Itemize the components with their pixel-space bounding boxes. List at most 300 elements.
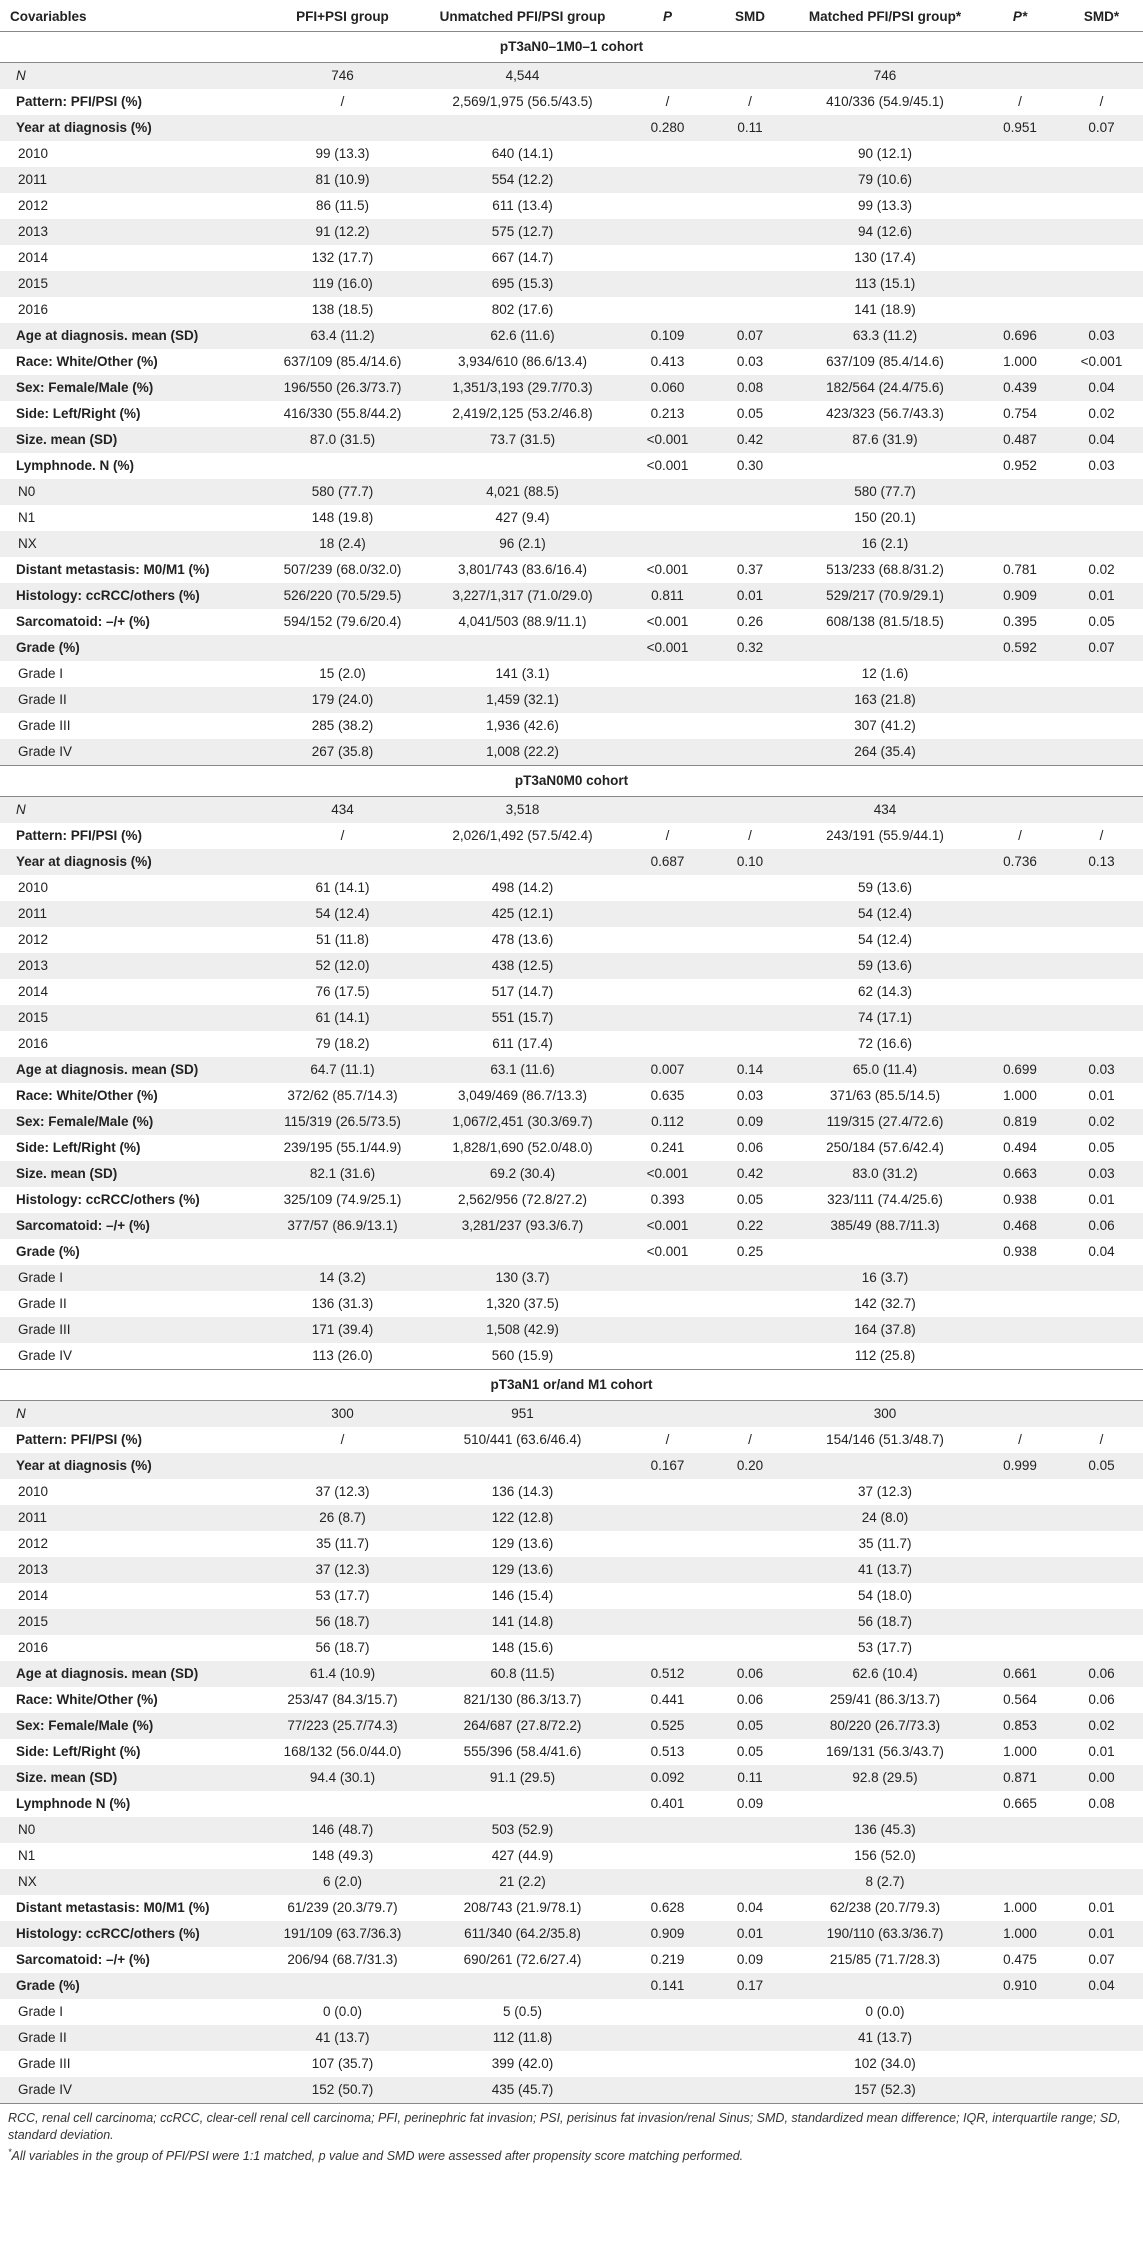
cell-p-star	[980, 1005, 1060, 1031]
cell-p-value	[625, 1635, 710, 1661]
table-row	[0, 1005, 1143, 1031]
cell-pfi-psi-group: 18 (2.4)	[265, 531, 420, 557]
cell-smd-star: 0.08	[1088, 1796, 1115, 1811]
cell-unmatched: 425 (12.1)	[420, 901, 625, 927]
row-label: Histology: ccRCC/others (%)	[0, 583, 265, 609]
cell-smd-star	[1060, 1291, 1143, 1317]
cell-smd-star	[1060, 167, 1143, 193]
cell-smd: 0.37	[736, 562, 764, 577]
cell-p-value	[625, 875, 710, 901]
cell-p-value	[625, 953, 710, 979]
cell-pfi-psi-group: 115/319 (26.5/73.5)	[265, 1109, 420, 1135]
header-p	[625, 0, 710, 32]
cell-pfi-psi-group: 61/239 (20.3/79.7)	[287, 1900, 398, 1915]
table-row	[0, 1317, 1143, 1343]
cell-pfi-psi-group: 507/239 (68.0/32.0)	[283, 562, 402, 577]
table-row	[0, 739, 1143, 766]
cell-unmatched: 1,067/2,451 (30.3/69.7)	[420, 1109, 625, 1135]
cell-unmatched: 560 (15.9)	[491, 1348, 554, 1363]
cell-matched: 529/217 (70.9/29.1)	[790, 583, 980, 609]
cell-p-star: 0.938	[1003, 1192, 1037, 1207]
cell-p-value	[625, 297, 710, 323]
cell-unmatched: 575 (12.7)	[420, 219, 625, 245]
cell-pfi-psi-group: /	[340, 94, 345, 109]
cell-matched: 608/138 (81.5/18.5)	[826, 614, 944, 629]
cell-matched: 150 (20.1)	[854, 510, 916, 525]
cell-smd-star	[1060, 1005, 1143, 1031]
cell-unmatched: 129 (13.6)	[420, 1557, 625, 1583]
cell-pfi-psi-group: 54 (12.4)	[265, 901, 420, 927]
table-row	[0, 1895, 1143, 1921]
cell-p-star	[980, 1999, 1060, 2025]
cell-smd-star	[1060, 505, 1143, 531]
cell-unmatched: 91.1 (29.5)	[420, 1765, 625, 1791]
cell-smd-star	[1060, 1817, 1143, 1843]
row-label: 2010	[18, 1484, 49, 1499]
cell-p-value	[625, 661, 710, 687]
row-label: NX	[0, 531, 265, 557]
cell-unmatched: 69.2 (30.4)	[420, 1161, 625, 1187]
cell-unmatched: 3,049/469 (86.7/13.3)	[457, 1088, 588, 1103]
cell-p-star	[980, 219, 1060, 245]
cell-p-value: /	[665, 94, 670, 109]
cell-smd-star: 0.05	[1088, 614, 1115, 629]
cell-unmatched: 4,021 (88.5)	[420, 479, 625, 505]
row-label: Grade (%)	[0, 635, 265, 661]
cell-smd: 0.11	[710, 1765, 790, 1791]
cell-matched: 80/220 (26.7/73.3)	[790, 1713, 980, 1739]
cell-unmatched: 264/687 (27.8/72.2)	[420, 1713, 625, 1739]
cell-smd	[710, 63, 790, 90]
cell-smd-star	[1060, 901, 1143, 927]
row-label: Distant metastasis: M0/M1 (%)	[16, 1900, 210, 1915]
header-matched: Matched PFI/PSI group*	[790, 0, 980, 32]
cell-p-star	[980, 797, 1060, 824]
cell-p-value: 0.280	[625, 115, 710, 141]
cell-unmatched	[420, 1239, 625, 1265]
cell-p-star	[980, 1635, 1060, 1661]
cell-smd-star: 0.01	[1060, 1921, 1143, 1947]
cell-unmatched: 611/340 (64.2/35.8)	[420, 1921, 625, 1947]
cell-smd-star	[1060, 687, 1143, 713]
cell-unmatched: 427 (9.4)	[495, 510, 550, 525]
cell-unmatched: 146 (15.4)	[491, 1588, 554, 1603]
cell-matched: 8 (2.7)	[790, 1869, 980, 1895]
row-label: Histology: ccRCC/others (%)	[0, 1921, 265, 1947]
cell-p-value	[625, 479, 710, 505]
cell-smd-star	[1060, 531, 1143, 557]
cell-smd-star	[1060, 1265, 1143, 1291]
row-label: 2010	[18, 146, 49, 161]
cell-p-star: 1.000	[980, 1921, 1060, 1947]
row-label: Race: White/Other (%)	[16, 1692, 158, 1707]
cell-matched: 323/111 (74.4/25.6)	[827, 1192, 943, 1207]
footnote-abbreviations: RCC, renal cell carcinoma; ccRCC, clear-cell renal cell carcinoma; PFI, perinephric fat invasion; PSI, perisinus fat invasion/renal Sinus; SMD, standardized mean difference; IQR, interquartile range; SD, standard deviation.	[8, 2111, 1121, 2142]
cell-pfi-psi-group: /	[340, 1432, 345, 1447]
cell-p-star: 0.853	[980, 1713, 1060, 1739]
cell-matched: 54 (12.4)	[857, 932, 913, 947]
cell-pfi-psi-group	[265, 635, 420, 661]
cell-p-star: 0.951	[980, 115, 1060, 141]
cell-pfi-psi-group: 325/109 (74.9/25.1)	[283, 1192, 402, 1207]
cell-pfi-psi-group: 267 (35.8)	[265, 739, 420, 766]
cell-smd: 0.03	[736, 354, 764, 369]
cell-unmatched: 695 (15.3)	[420, 271, 625, 297]
footnote-matching-text: All variables in the group of PFI/PSI were 1:1 matched, p value and SMD were assessed after propensity score matching performed.	[11, 2149, 744, 2164]
cell-smd	[710, 1343, 790, 1370]
cell-smd: 0.05	[710, 1713, 790, 1739]
cell-matched: 130 (17.4)	[854, 250, 916, 265]
cell-matched: 163 (21.8)	[790, 687, 980, 713]
cell-smd	[710, 1557, 790, 1583]
cell-p-value: 0.060	[625, 375, 710, 401]
row-label: Sex: Female/Male (%)	[0, 1109, 265, 1135]
cell-smd-star: 0.04	[1060, 1973, 1143, 1999]
row-label: Race: White/Other (%)	[16, 354, 158, 369]
table-row	[0, 1265, 1143, 1291]
table-row	[0, 1453, 1143, 1479]
cell-p-star	[980, 1505, 1060, 1531]
row-label: Year at diagnosis (%)	[0, 1453, 265, 1479]
cell-p-value	[625, 1999, 710, 2025]
cell-p-value	[625, 2025, 710, 2051]
cell-smd-star	[1060, 1531, 1143, 1557]
cell-smd	[710, 1531, 790, 1557]
cell-smd-star: 0.01	[1088, 1900, 1115, 1915]
cell-p-star: 0.494	[1003, 1140, 1037, 1155]
cell-unmatched: 129 (13.6)	[491, 1536, 554, 1551]
cell-p-star: 0.663	[980, 1161, 1060, 1187]
cell-smd	[710, 953, 790, 979]
row-label: Size. mean (SD)	[0, 1765, 265, 1791]
cell-matched: 243/191 (55.9/44.1)	[826, 828, 944, 843]
cell-matched: 0 (0.0)	[865, 2004, 905, 2019]
cell-unmatched: 1,008 (22.2)	[420, 739, 625, 766]
cell-p-value	[625, 531, 710, 557]
table-row	[0, 2051, 1143, 2077]
cell-unmatched: 517 (14.7)	[491, 984, 554, 999]
table-row	[0, 1213, 1143, 1239]
cell-smd: 0.01	[710, 1921, 790, 1947]
cell-matched: 79 (10.6)	[790, 167, 980, 193]
cell-matched: 190/110 (63.3/36.7)	[790, 1921, 980, 1947]
cell-matched: 182/564 (24.4/75.6)	[790, 375, 980, 401]
cell-unmatched	[420, 1973, 625, 1999]
table-row	[0, 141, 1143, 167]
cell-pfi-psi-group: 580 (77.7)	[265, 479, 420, 505]
cell-unmatched: 112 (11.8)	[420, 2025, 625, 2051]
row-label: 2013	[0, 1557, 265, 1583]
cell-p-star: 0.819	[980, 1109, 1060, 1135]
cell-p-value: <0.001	[625, 427, 710, 453]
table-row	[0, 1869, 1143, 1895]
cell-smd: 0.05	[736, 1192, 764, 1207]
row-label: Grade III	[0, 1317, 265, 1343]
cell-p-star	[980, 1869, 1060, 1895]
cell-smd-star: 0.02	[1088, 406, 1115, 421]
cell-smd-star: 0.03	[1060, 1057, 1143, 1083]
cell-smd-star: /	[1099, 828, 1104, 843]
cell-unmatched: 3,281/237 (93.3/6.7)	[420, 1213, 625, 1239]
cell-matched: 62.6 (10.4)	[790, 1661, 980, 1687]
cell-matched: 41 (13.7)	[790, 1557, 980, 1583]
row-label: Grade IV	[0, 2077, 265, 2104]
cell-unmatched: 555/396 (58.4/41.6)	[463, 1744, 582, 1759]
cell-smd-star	[1060, 1635, 1143, 1661]
cell-smd-star: 0.05	[1060, 1453, 1143, 1479]
cell-unmatched: 3,801/743 (83.6/16.4)	[457, 562, 588, 577]
cell-pfi-psi-group: 119 (16.0)	[265, 271, 420, 297]
cell-smd-star: 0.04	[1088, 1244, 1115, 1259]
cell-smd	[710, 713, 790, 739]
cell-p-star: 0.395	[1003, 614, 1037, 629]
cell-p-star: /	[1018, 1432, 1022, 1447]
cell-p-star: 0.736	[980, 849, 1060, 875]
table-row	[0, 349, 1143, 375]
cell-smd-star: 0.01	[1060, 583, 1143, 609]
cell-smd-star	[1060, 297, 1143, 323]
cell-smd	[710, 505, 790, 531]
cell-p-star: 0.699	[980, 1057, 1060, 1083]
cell-p-star	[980, 1609, 1060, 1635]
cell-p-star: 0.665	[1003, 1796, 1037, 1811]
cell-unmatched: 498 (14.2)	[491, 880, 554, 895]
cell-p-value	[625, 1291, 710, 1317]
table-row	[0, 927, 1143, 953]
cell-p-value	[625, 1583, 710, 1609]
cell-p-value	[625, 505, 710, 531]
row-label: 2011	[0, 901, 265, 927]
cell-smd-star	[1060, 2025, 1143, 2051]
cell-p-star	[980, 479, 1060, 505]
cell-unmatched: 1,459 (32.1)	[420, 687, 625, 713]
cell-pfi-psi-group: 26 (8.7)	[265, 1505, 420, 1531]
cell-matched: 12 (1.6)	[861, 666, 909, 681]
cell-pfi-psi-group: 416/330 (55.8/44.2)	[283, 406, 402, 421]
cell-pfi-psi-group: 41 (13.7)	[265, 2025, 420, 2051]
row-label: 2015	[0, 1609, 265, 1635]
cell-smd-star: 0.06	[1088, 1692, 1115, 1707]
cell-p-star: /	[1018, 828, 1022, 843]
row-label: Size. mean (SD)	[0, 1161, 265, 1187]
cell-unmatched: 667 (14.7)	[491, 250, 554, 265]
cell-smd-star	[1060, 1999, 1143, 2025]
cell-unmatched: 1,351/3,193 (29.7/70.3)	[420, 375, 625, 401]
row-label: Grade II	[18, 1296, 67, 1311]
cell-smd: 0.05	[736, 1744, 764, 1759]
table-row	[0, 1947, 1143, 1973]
cell-pfi-psi-group: 14 (3.2)	[265, 1265, 420, 1291]
row-label: Pattern: PFI/PSI (%)	[16, 828, 143, 843]
table-row	[0, 1401, 1143, 1428]
cell-p-value	[625, 2051, 710, 2077]
cell-unmatched: 2,562/956 (72.8/27.2)	[457, 1192, 588, 1207]
cell-p-value: 0.909	[625, 1921, 710, 1947]
cell-pfi-psi-group: 148 (19.8)	[311, 510, 374, 525]
cell-p-value: 0.213	[650, 406, 685, 421]
cell-p-star: 0.661	[980, 1661, 1060, 1687]
row-label: 2012	[18, 1536, 49, 1551]
cell-unmatched: 208/743 (21.9/78.1)	[463, 1900, 582, 1915]
row-label: 2016	[18, 302, 49, 317]
cell-p-value	[625, 1005, 710, 1031]
cell-unmatched: 611 (13.4)	[492, 198, 553, 213]
cell-unmatched: 427 (44.9)	[491, 1848, 554, 1863]
cell-unmatched: 503 (52.9)	[420, 1817, 625, 1843]
cell-smd	[710, 1583, 790, 1609]
cell-smd-star	[1060, 797, 1143, 824]
cell-smd-star: 0.07	[1060, 115, 1143, 141]
cell-unmatched: 640 (14.1)	[491, 146, 554, 161]
cell-smd-star	[1060, 1609, 1143, 1635]
cell-smd: 0.06	[736, 1140, 764, 1155]
cell-smd-star: 0.01	[1088, 1192, 1115, 1207]
cell-smd-star: /	[1099, 94, 1104, 109]
cell-p-value: <0.001	[625, 635, 710, 661]
cell-p-star	[980, 687, 1060, 713]
row-label: Race: White/Other (%)	[16, 1088, 158, 1103]
cell-pfi-psi-group	[265, 1973, 420, 1999]
cell-p-value	[625, 1343, 710, 1370]
cell-pfi-psi-group: 6 (2.0)	[265, 1869, 420, 1895]
row-label: Age at diagnosis. mean (SD)	[0, 1661, 265, 1687]
cell-p-star	[980, 1031, 1060, 1057]
row-label: 2012	[18, 198, 49, 213]
cell-matched: 24 (8.0)	[790, 1505, 980, 1531]
cell-p-value: 0.401	[650, 1796, 685, 1811]
row-label: Grade I	[18, 666, 64, 681]
cell-smd: /	[748, 828, 752, 843]
cell-smd	[710, 167, 790, 193]
cell-smd	[710, 219, 790, 245]
cell-p-star: 0.468	[980, 1213, 1060, 1239]
cell-smd	[710, 927, 790, 953]
cell-matched	[790, 1973, 980, 1999]
table-row	[0, 1973, 1143, 1999]
cell-p-value	[625, 1869, 710, 1895]
cell-p-value	[625, 1531, 710, 1557]
cell-smd-star: 0.01	[1088, 1088, 1115, 1103]
cell-unmatched: 435 (45.7)	[420, 2077, 625, 2104]
table-row	[0, 1791, 1143, 1817]
cell-pfi-psi-group: 52 (12.0)	[265, 953, 420, 979]
cell-pfi-psi-group: 37 (12.3)	[315, 1484, 370, 1499]
cell-pfi-psi-group: 82.1 (31.6)	[265, 1161, 420, 1187]
table-row	[0, 1661, 1143, 1687]
cell-smd: 0.09	[710, 1109, 790, 1135]
cell-p-value: /	[665, 828, 670, 843]
cell-smd-star	[1060, 953, 1143, 979]
cell-p-star	[980, 901, 1060, 927]
cell-smd	[710, 797, 790, 824]
cell-p-value	[625, 1557, 710, 1583]
cell-pfi-psi-group	[265, 453, 420, 479]
row-label: Age at diagnosis. mean (SD)	[0, 1057, 265, 1083]
cell-smd: /	[748, 1432, 752, 1447]
cell-pfi-psi-group: 53 (17.7)	[315, 1588, 370, 1603]
cell-unmatched: 122 (12.8)	[420, 1505, 625, 1531]
row-label: N	[0, 797, 265, 824]
row-label: 2015	[0, 1005, 265, 1031]
cell-p-star: 0.781	[1003, 562, 1037, 577]
row-label: N0	[0, 1817, 265, 1843]
cell-p-value	[625, 2077, 710, 2104]
cell-p-value: <0.001	[625, 1213, 710, 1239]
cell-smd: 0.01	[710, 583, 790, 609]
cell-smd-star: 0.13	[1060, 849, 1143, 875]
cell-p-star: 1.000	[1003, 1088, 1037, 1103]
cell-pfi-psi-group: 76 (17.5)	[315, 984, 370, 999]
table-row	[0, 1583, 1143, 1609]
cell-p-star: 0.999	[980, 1453, 1060, 1479]
cell-p-value	[625, 979, 710, 1005]
cell-unmatched: 4,544	[420, 63, 625, 90]
cell-p-star: /	[1018, 94, 1022, 109]
cell-p-star: 0.696	[980, 323, 1060, 349]
cohort-header-row	[0, 766, 1143, 797]
cell-p-value	[625, 245, 710, 271]
cell-unmatched: 551 (15.7)	[420, 1005, 625, 1031]
cell-smd	[710, 687, 790, 713]
cell-smd-star: 0.06	[1060, 1661, 1143, 1687]
cell-p-value	[625, 1505, 710, 1531]
cell-pfi-psi-group: 196/550 (26.3/73.7)	[265, 375, 420, 401]
cell-p-star	[980, 505, 1060, 531]
cell-matched: 74 (17.1)	[790, 1005, 980, 1031]
cell-pfi-psi-group: 0 (0.0)	[322, 2004, 363, 2019]
table-row	[0, 557, 1143, 583]
cell-unmatched: 690/261 (72.6/27.4)	[463, 1952, 582, 1967]
row-label: 2016	[18, 1036, 49, 1051]
row-label: Grade III	[18, 718, 71, 733]
table-row	[0, 271, 1143, 297]
cell-unmatched: 510/441 (63.6/46.4)	[463, 1432, 582, 1447]
cell-matched: 113 (15.1)	[790, 271, 980, 297]
cell-matched: 385/49 (88.7/11.3)	[790, 1213, 980, 1239]
cell-smd	[710, 1817, 790, 1843]
cell-p-star	[980, 63, 1060, 90]
cell-p-star	[980, 271, 1060, 297]
cell-matched: 83.0 (31.2)	[790, 1161, 980, 1187]
cell-matched: 264 (35.4)	[790, 739, 980, 766]
table-row	[0, 875, 1143, 901]
cell-p-value: 0.628	[650, 1900, 685, 1915]
cell-matched: 423/323 (56.7/43.3)	[826, 406, 944, 421]
cell-p-star: 0.754	[1003, 406, 1037, 421]
cell-matched: 54 (18.0)	[857, 1588, 913, 1603]
cell-smd	[710, 1401, 790, 1428]
table-row	[0, 1531, 1143, 1557]
cell-smd-star: 0.04	[1060, 427, 1143, 453]
cell-smd	[710, 1999, 790, 2025]
table-row	[0, 1557, 1143, 1583]
cell-p-star	[980, 141, 1060, 167]
cell-smd-star	[1060, 141, 1143, 167]
cell-p-value	[625, 687, 710, 713]
cell-pfi-psi-group: 132 (17.7)	[311, 250, 374, 265]
cell-pfi-psi-group: 79 (18.2)	[315, 1036, 370, 1051]
cell-p-value	[625, 1817, 710, 1843]
cell-smd: 0.22	[710, 1213, 790, 1239]
cell-p-star	[980, 1401, 1060, 1428]
cell-pfi-psi-group: 179 (24.0)	[265, 687, 420, 713]
cell-smd: 0.20	[710, 1453, 790, 1479]
cell-p-value: /	[665, 1432, 670, 1447]
cell-smd-star	[1060, 739, 1143, 766]
cell-p-value	[625, 797, 710, 824]
cell-p-star: 0.952	[1003, 458, 1037, 473]
cell-pfi-psi-group: 637/109 (85.4/14.6)	[283, 354, 402, 369]
